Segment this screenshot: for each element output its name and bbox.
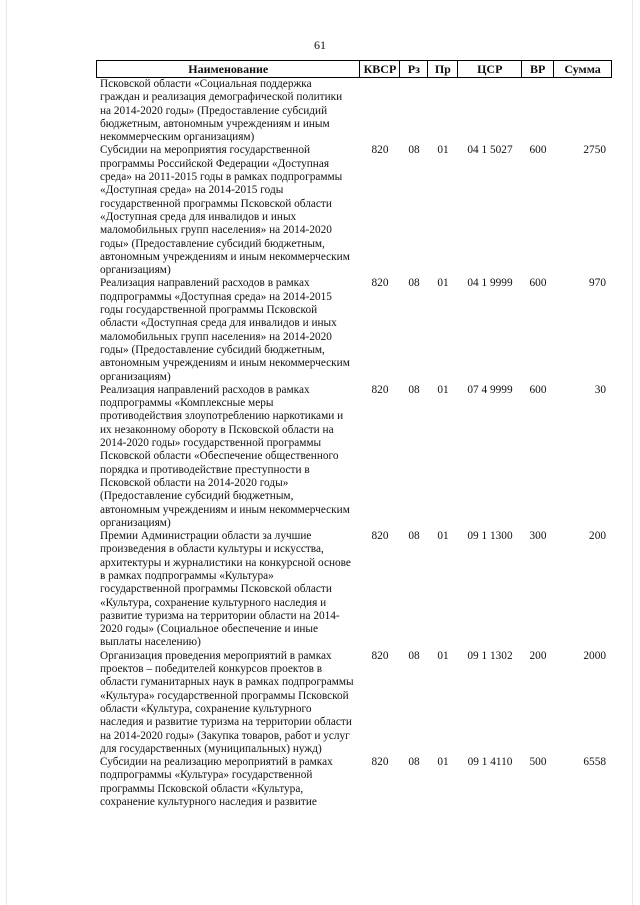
row-name: Премии Администрации области за лучшие произведения в области культуры и искусства, архитектуры и журналистики на конкурсной основе в рамках подпрограммы «Культура» государственной программы Псковской области «Культура, сохранение культурного наследия и развитие туризма на территории области на 2014-2020 годы» (Социальное обеспечение и иные выплаты населению) xyxy=(100,530,351,649)
row-pr: 01 xyxy=(437,756,449,769)
row-csr: 04 1 5027 xyxy=(467,144,513,157)
row-pr: 01 xyxy=(437,649,449,662)
table-header-row xyxy=(96,60,612,78)
row-vr: 500 xyxy=(529,756,547,769)
row-sum: 6558 xyxy=(583,756,606,769)
row-csr: 07 4 9999 xyxy=(467,383,513,396)
row-rz: 08 xyxy=(408,383,420,396)
table-row xyxy=(96,756,612,809)
row-csr: 09 1 4110 xyxy=(467,756,513,769)
row-pr: 01 xyxy=(437,383,449,396)
row-name: Реализация направлений расходов в рамках подпрограммы «Доступная среда» на 2014-2015 годы государственной программы Псковской области «Доступная среда для инвалидов и иных маломобильных групп населения» на 2014-2020 годы» (Предоставление субсидий бюджетным, автономным учреждениям и иным некоммерческим организациям) xyxy=(100,277,350,383)
row-name: Реализация направлений расходов в рамках подпрограммы «Комплексные меры противодействия злоупотреблению наркотиками и их незаконному обороту в Псковской области на 2014-2020 годы» государственной программы Псковской области «Обеспечение общественного порядка и противодействие преступности в Псковской области на 2014-2020 годы» (Предоставление субсидий бюджетным, автономным учреждениям и иным некоммерческим организациям) xyxy=(100,383,350,529)
row-pr: 01 xyxy=(437,277,449,290)
budget-table xyxy=(96,60,612,809)
header-csr: ЦСР xyxy=(458,61,522,77)
header-name: Наименование xyxy=(97,61,360,77)
header-kvsr: КВСР xyxy=(360,61,400,77)
table-body xyxy=(96,78,612,809)
row-name: Субсидии на мероприятия государственной программы Российской Федерации «Доступная среда» на 2011-2015 годы в рамках подпрограммы «Доступная среда» на 2014-2015 годы государственной программы Псковской области «Доступная среда для инвалидов и иных маломобильных групп населения» на 2014-2020 годы» (Предоставление субсидий бюджетным, автономным учреждениям и иным некоммерческим организациям) xyxy=(100,144,350,277)
page-number: 61 xyxy=(314,38,326,52)
table-row xyxy=(96,277,612,383)
table-row xyxy=(96,78,612,144)
header-pr: Пр xyxy=(428,61,458,77)
row-pr: 01 xyxy=(437,530,449,543)
header-rz: Рз xyxy=(400,61,428,77)
row-csr: 04 1 9999 xyxy=(467,277,513,290)
row-kvsr: 820 xyxy=(371,144,389,157)
row-name: Субсидии на реализацию мероприятий в рамках подпрограммы «Культура» государственной программы Псковской области «Культура, сохранение культурного наследия и развитие xyxy=(100,756,333,809)
row-sum: 2000 xyxy=(583,649,606,662)
row-vr: 600 xyxy=(529,144,547,157)
table-row xyxy=(96,144,612,277)
table-row xyxy=(96,650,612,756)
row-rz: 08 xyxy=(408,756,420,769)
table-row xyxy=(96,530,612,650)
table-row xyxy=(96,384,612,530)
row-pr: 01 xyxy=(437,144,449,157)
row-vr: 200 xyxy=(529,649,547,662)
row-sum: 2750 xyxy=(583,144,606,157)
row-vr: 600 xyxy=(529,277,547,290)
row-name: Псковской области «Социальная поддержка граждан и реализация демографической политики на 2014-2020 годы» (Предоставление субсидий бюджетным, автономным учреждениям и иным некоммерческим организациям) xyxy=(100,78,343,144)
header-vr: ВР xyxy=(522,61,554,77)
header-sum: Сумма xyxy=(554,61,612,77)
row-rz: 08 xyxy=(408,277,420,290)
row-rz: 08 xyxy=(408,144,420,157)
row-rz: 08 xyxy=(408,649,420,662)
scan-edge-right xyxy=(632,0,633,905)
row-kvsr: 820 xyxy=(371,277,389,290)
row-name: Организация проведения мероприятий в рамках проектов – победителей конкурсов проектов в области гуманитарных наук в рамках подпрограммы «Культура» государственной программы Псковской области «Культура, сохранение культурного наследия и развитие туризма на территории области на 2014-2020 годы» (Закупка товаров, работ и услуг для государственных (муниципальных) нужд) xyxy=(100,649,354,755)
row-kvsr: 820 xyxy=(371,530,389,543)
row-kvsr: 820 xyxy=(371,383,389,396)
scan-edge-left xyxy=(6,0,7,905)
row-sum: 200 xyxy=(589,530,606,543)
row-rz: 08 xyxy=(408,530,420,543)
row-kvsr: 820 xyxy=(371,756,389,769)
row-vr: 600 xyxy=(529,383,547,396)
row-vr: 300 xyxy=(529,530,547,543)
row-kvsr: 820 xyxy=(371,649,389,662)
row-csr: 09 1 1300 xyxy=(467,530,513,543)
row-sum: 970 xyxy=(589,277,606,290)
row-csr: 09 1 1302 xyxy=(467,649,513,662)
row-sum: 30 xyxy=(594,383,606,396)
